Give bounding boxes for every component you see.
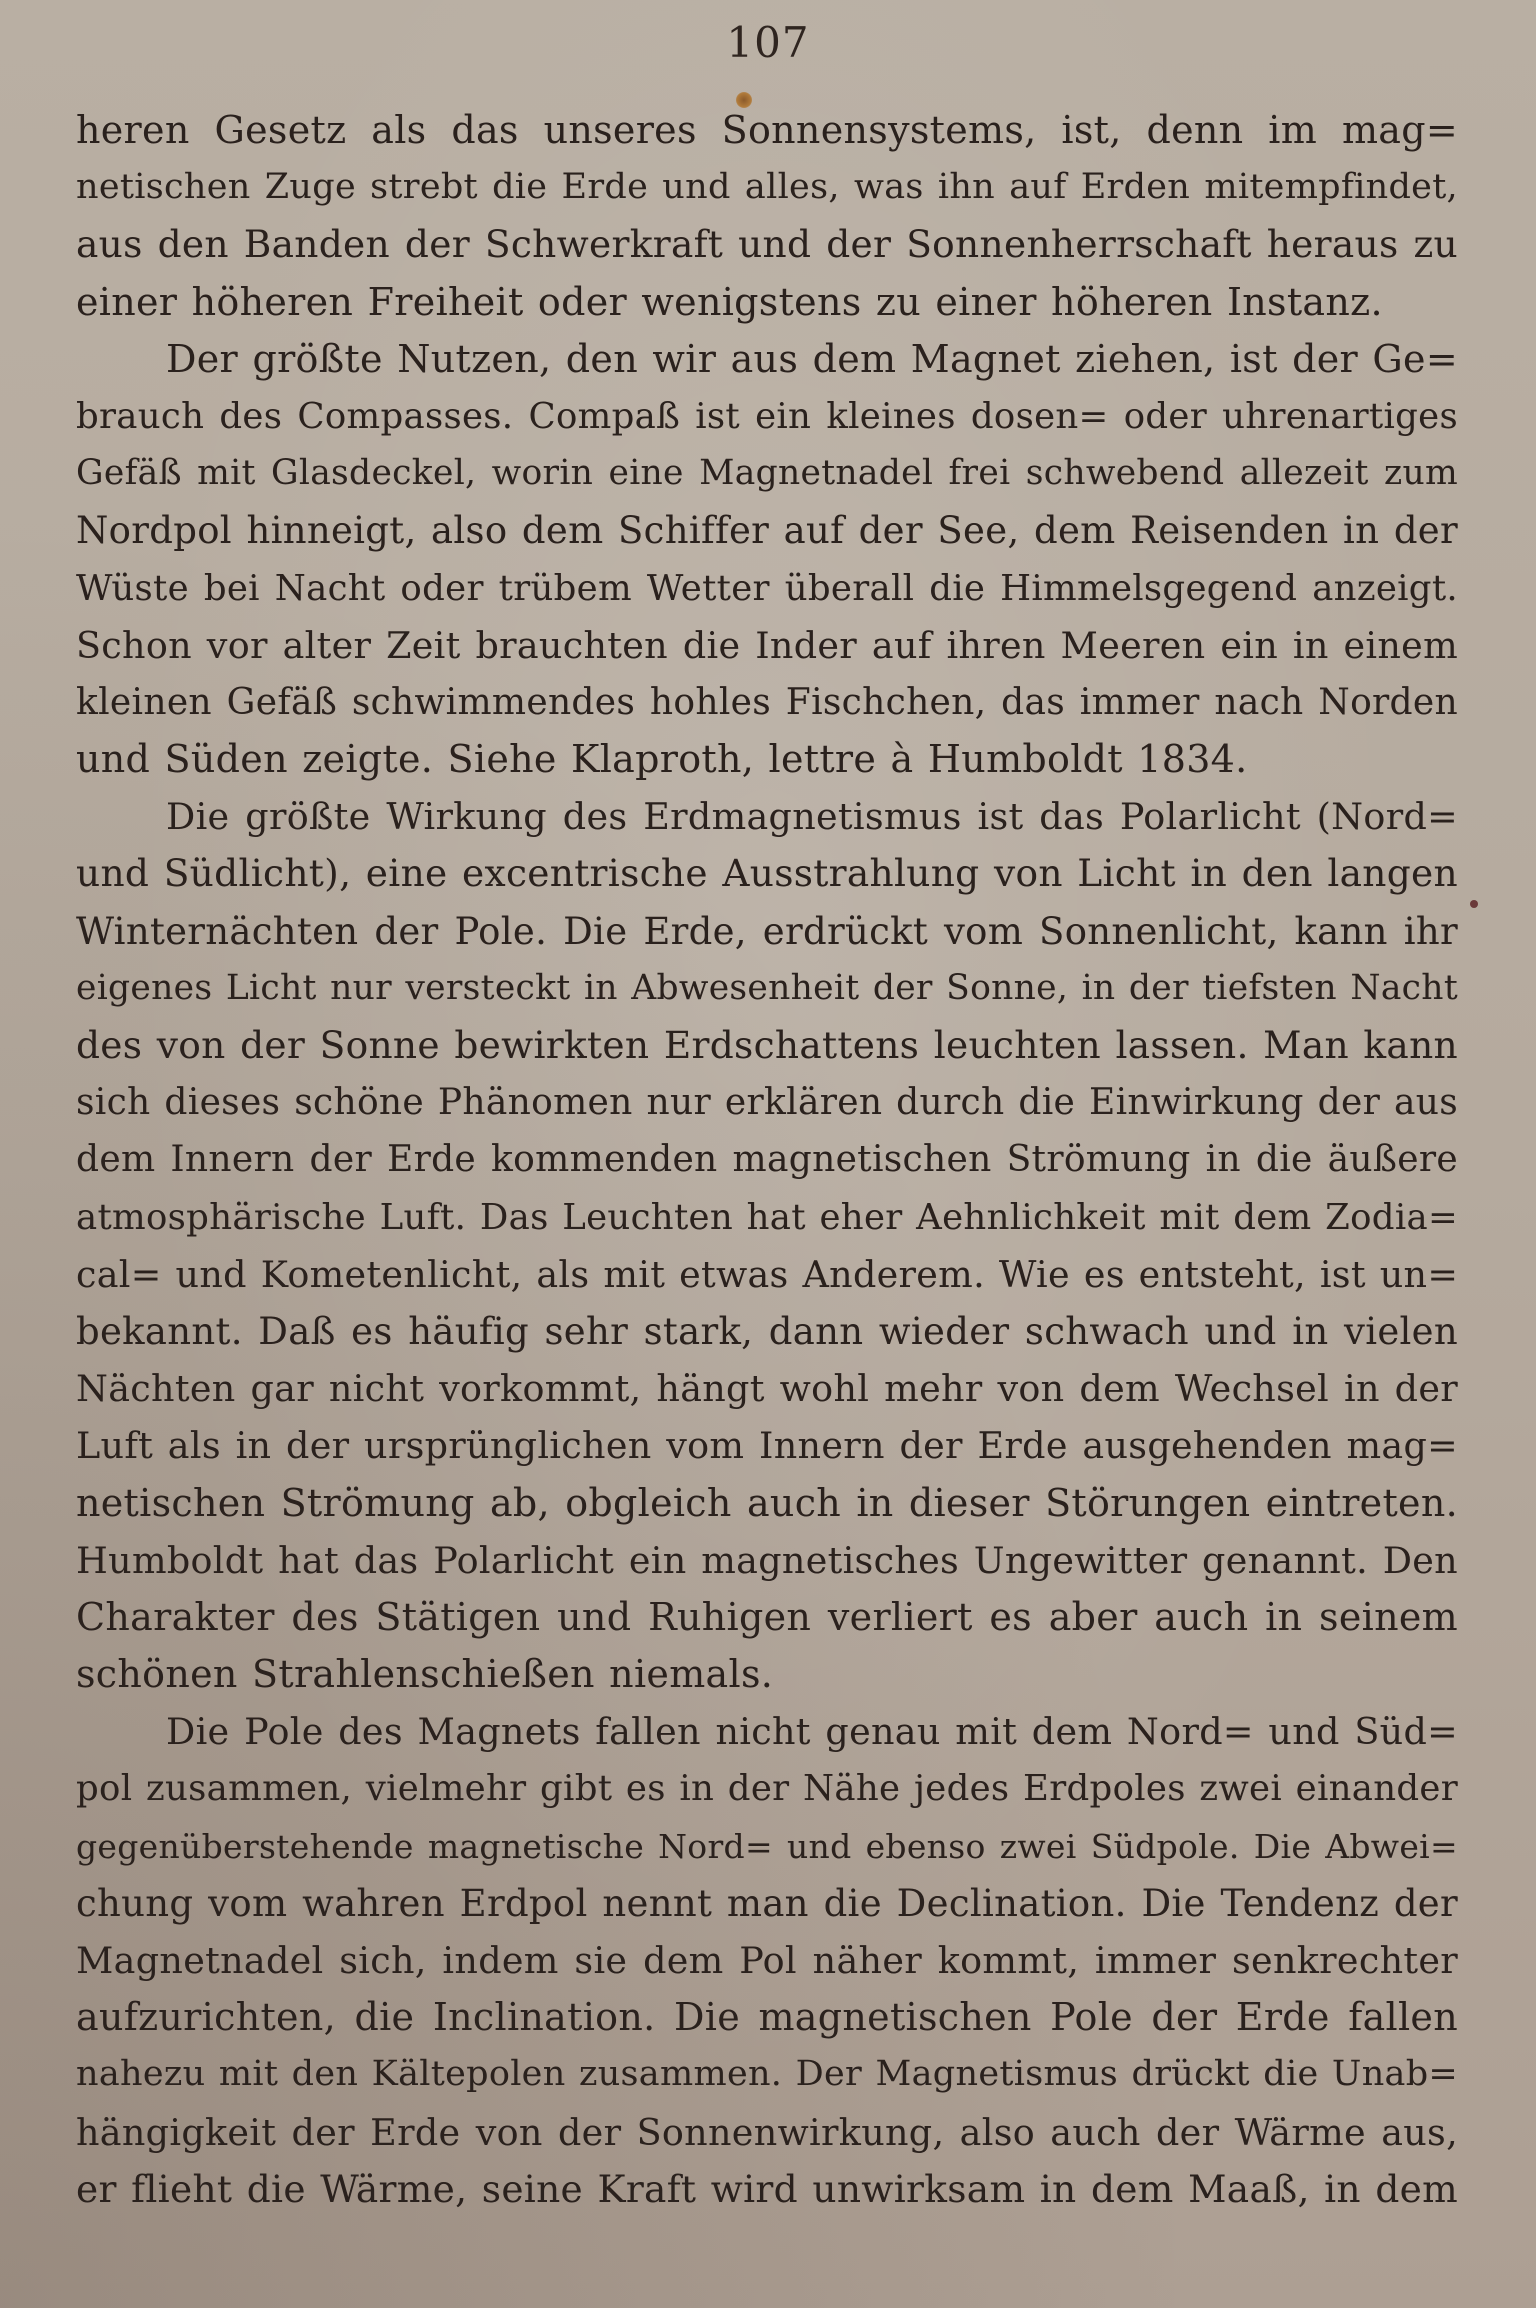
text-line: des von der Sonne bewirkten Erdschattens leuchten lassen. Man kann — [76, 1023, 1458, 1067]
text-line: cal= und Kometenlicht, als mit etwas Anderem. Wie es entsteht, ist un= — [76, 1252, 1459, 1296]
text-line: aufzurichten, die Inclination. Die magnetischen Pole der Erde fallen — [76, 1995, 1458, 2040]
text-line: Die größte Wirkung des Erdmagnetismus ist das Polarlicht (Nord= — [166, 795, 1458, 839]
text-line: atmosphärische Luft. Das Leuchten hat eher Aehnlichkeit mit dem Zodia= — [76, 1196, 1458, 1238]
text-line: nahezu mit den Kältepolen zusammen. Der Magnetismus drückt die Unab= — [76, 2054, 1459, 2095]
text-line: eigenes Licht nur versteckt in Abwesenheit der Sonne, in der tiefsten Nacht — [76, 967, 1458, 1008]
text-line: Wüste bei Nacht oder trübem Wetter überall die Himmelsgegend anzeigt. — [76, 567, 1458, 609]
text-line: brauch des Compasses. Compaß ist ein kleines dosen= oder uhrenartiges — [76, 395, 1458, 437]
text-line: Nächten gar nicht vorkommt, hängt wohl mehr von dem Wechsel in der — [76, 1367, 1458, 1411]
text-line: Luft als in der ursprünglichen vom Innern der Erde ausgehenden mag= — [76, 1424, 1458, 1468]
text-line: aus den Banden der Schwerkraft und der Sonnenherrschaft heraus zu — [76, 222, 1458, 267]
page-number: 107 — [726, 18, 810, 67]
text-line: Humboldt hat das Polarlicht ein magnetisches Ungewitter genannt. Den — [76, 1538, 1458, 1582]
text-line: Winternächten der Pole. Die Erde, erdrückt vom Sonnenlicht, kann ihr — [76, 909, 1458, 953]
text-line: und Südlicht), eine excentrische Ausstrahlung von Licht in den langen — [76, 851, 1458, 896]
text-line: hängigkeit der Erde von der Sonnenwirkung, also auch der Wärme aus, — [76, 2110, 1458, 2154]
text-line: bekannt. Daß es häufig sehr stark, dann wieder schwach und in vielen — [76, 1309, 1458, 1353]
text-line: er flieht die Wärme, seine Kraft wird unwirksam in dem Maaß, in dem — [76, 2166, 1458, 2211]
text-line: pol zusammen, vielmehr gibt es in der Nähe jedes Erdpoles zwei einander — [76, 1768, 1458, 1810]
body-text — [76, 102, 1458, 2218]
text-line: Charakter des Stätigen und Ruhigen verliert es aber auch in seinem — [76, 1594, 1458, 1639]
text-line: und Süden zeigte. Siehe Klaproth, lettre à Humboldt 1834. — [76, 737, 1248, 782]
text-line: schönen Strahlenschießen niemals. — [76, 1652, 774, 1697]
text-line: Nordpol hinneigt, also dem Schiffer auf der See, dem Reisenden in der — [76, 509, 1458, 553]
text-line: netischen Zuge strebt die Erde und alles, was ihn auf Erden mitempfindet, — [76, 167, 1458, 208]
text-line: kleinen Gefäß schwimmendes hohles Fischchen, das immer nach Norden — [76, 681, 1458, 723]
text-line: Der größte Nutzen, den wir aus dem Magnet ziehen, ist der Ge= — [166, 336, 1458, 381]
text-line: einer höheren Freiheit oder wenigstens zu einer höheren Instanz. — [76, 279, 1383, 324]
text-line: Schon vor alter Zeit brauchten die Inder auf ihren Meeren ein in einem — [76, 623, 1458, 667]
text-line: Die Pole des Magnets fallen nicht genau mit dem Nord= und Süd= — [166, 1710, 1458, 1754]
text-line: netischen Strömung ab, obgleich auch in dieser Störungen eintreten. — [76, 1480, 1458, 1525]
margin-mark — [1470, 900, 1478, 908]
text-line: Magnetnadel sich, indem sie dem Pol näher kommt, immer senkrechter — [76, 1939, 1458, 1982]
text-line: chung vom wahren Erdpol nennt man die Declination. Die Tendenz der — [76, 1881, 1458, 1925]
text-line: sich dieses schöne Phänomen nur erklären durch die Einwirkung der aus — [76, 1082, 1458, 1124]
text-line: Gefäß mit Glasdeckel, worin eine Magnetnadel frei schwebend allezeit zum — [76, 453, 1458, 494]
text-line: gegenüberstehende magnetische Nord= und ebenso zwei Südpole. Die Abwei= — [76, 1826, 1458, 1866]
text-line: heren Gesetz als das unseres Sonnensystems, ist, denn im mag= — [76, 108, 1458, 152]
text-line: dem Innern der Erde kommenden magnetischen Strömung in die äußere — [76, 1139, 1458, 1181]
